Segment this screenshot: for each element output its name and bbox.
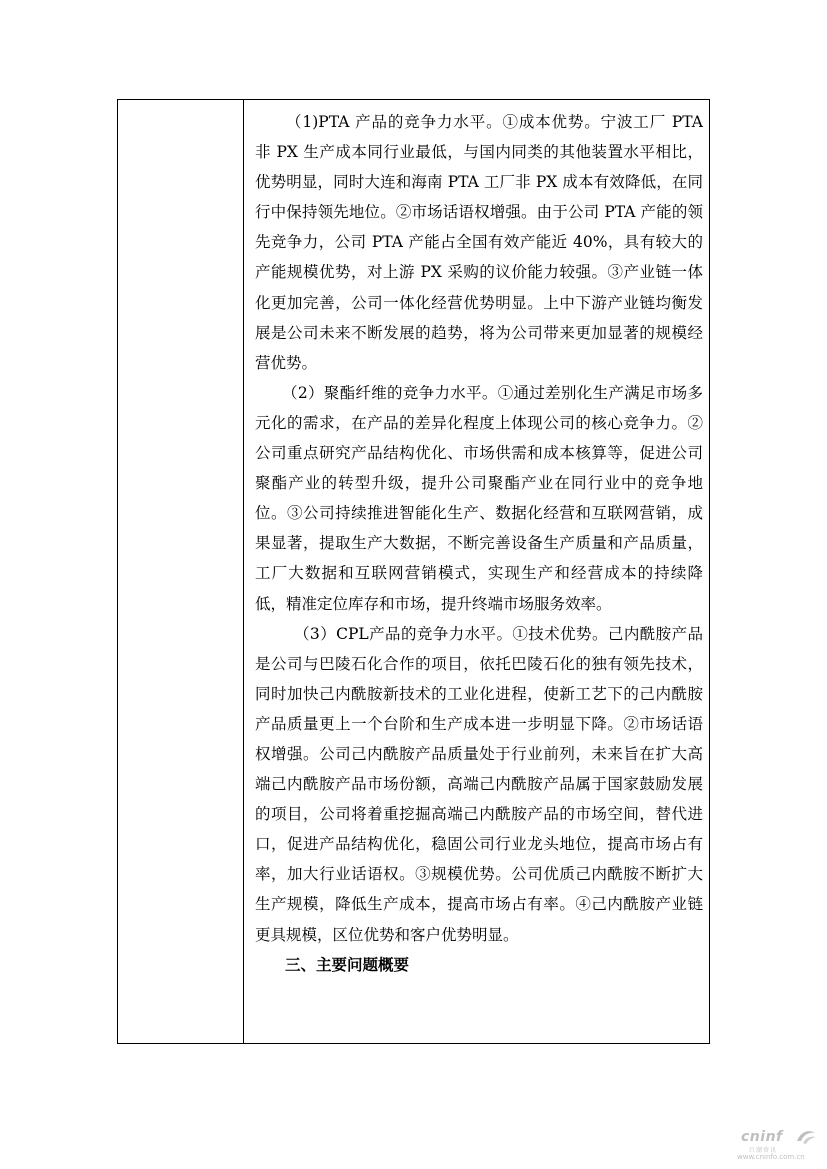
paragraph-polyester-competitiveness: （2）聚酯纤维的竞争力水平。①通过差别化生产满足市场多元化的需求，在产品的差异化程度上体现公司的核心竞争力。②公司重点研究产品结构优化、市场供需和成本核算等，促进公司聚酯产业的转型升级，提升公司聚酯产业在同行业中的竞争地位。③公司持续推进智能化生产、数据化经营和互联网营销，成果显著，提取生产大数据，不断完善设备生产质量和产品质量，工厂大数据和互联网营销模式，实现生产和经营成本的持续降低，精准定位库存和市场，提升终端市场服务效率。 xyxy=(255,383,703,613)
watermark-brand-text: cninf xyxy=(741,1129,783,1145)
paragraph-pta-competitiveness: （1)PTA 产品的竞争力水平。①成本优势。宁波工厂 PTA 非 PX 生产成本同行业最低，与国内同类的其他装置水平相比，优势明显，同时大连和海南 PTA 工厂非 PX 成本有效降低，在同行中保持领先地位。②市场话语权增强。由于公司 PTA 产能的领先竞争力，公司 PTA 产能占全国有效产能近 40%，具有较大的产能规模优势，对上游 PX 采购的议价能力较强。③产业链一体化更加完善，公司一体化经营优势明显。上中下游产业链均衡发展是公司未来不断发展的趋势，将为公司带来更加显著的规模经营优势。 xyxy=(255,113,703,372)
table-right-cell xyxy=(244,100,709,1043)
swoosh-icon xyxy=(795,1129,817,1145)
watermark-chinese-text: 巨潮资讯 xyxy=(749,1147,778,1154)
paragraph-cpl-competitiveness: （3）CPL产品的竞争力水平。①技术优势。己内酰胺产品是公司与巴陵石化合作的项目，依托巴陵石化的独有领先技术，同时加快己内酰胺新技术的工业化进程，使新工艺下的己内酰胺产品质量更上一个台阶和生产成本进一步明显下降。②市场话语权增强。公司己内酰胺产品质量处于行业前列，未来旨在扩大高端己内酰胺产品市场份额，高端己内酰胺产品属于国家鼓励发展的项目，公司将着重挖掘高端己内酰胺产品的市场空间，替代进口，促进产品结构优化，稳固公司行业龙头地位，提高市场占有率，加大行业话语权。③规模优势。公司优质己内酰胺不断扩大生产规模，降低生产成本，提高市场占有率。④己内酰胺产业链更具规模，区位优势和客户优势明显。 xyxy=(255,624,703,944)
section-heading-main-issues: 三、主要问题概要 xyxy=(285,955,410,974)
document-table xyxy=(117,99,710,1044)
watermark-url-text: www.cninfo.com.cn xyxy=(737,1153,805,1161)
table-left-cell xyxy=(118,100,244,1043)
cninfo-watermark-logo xyxy=(737,1129,817,1163)
